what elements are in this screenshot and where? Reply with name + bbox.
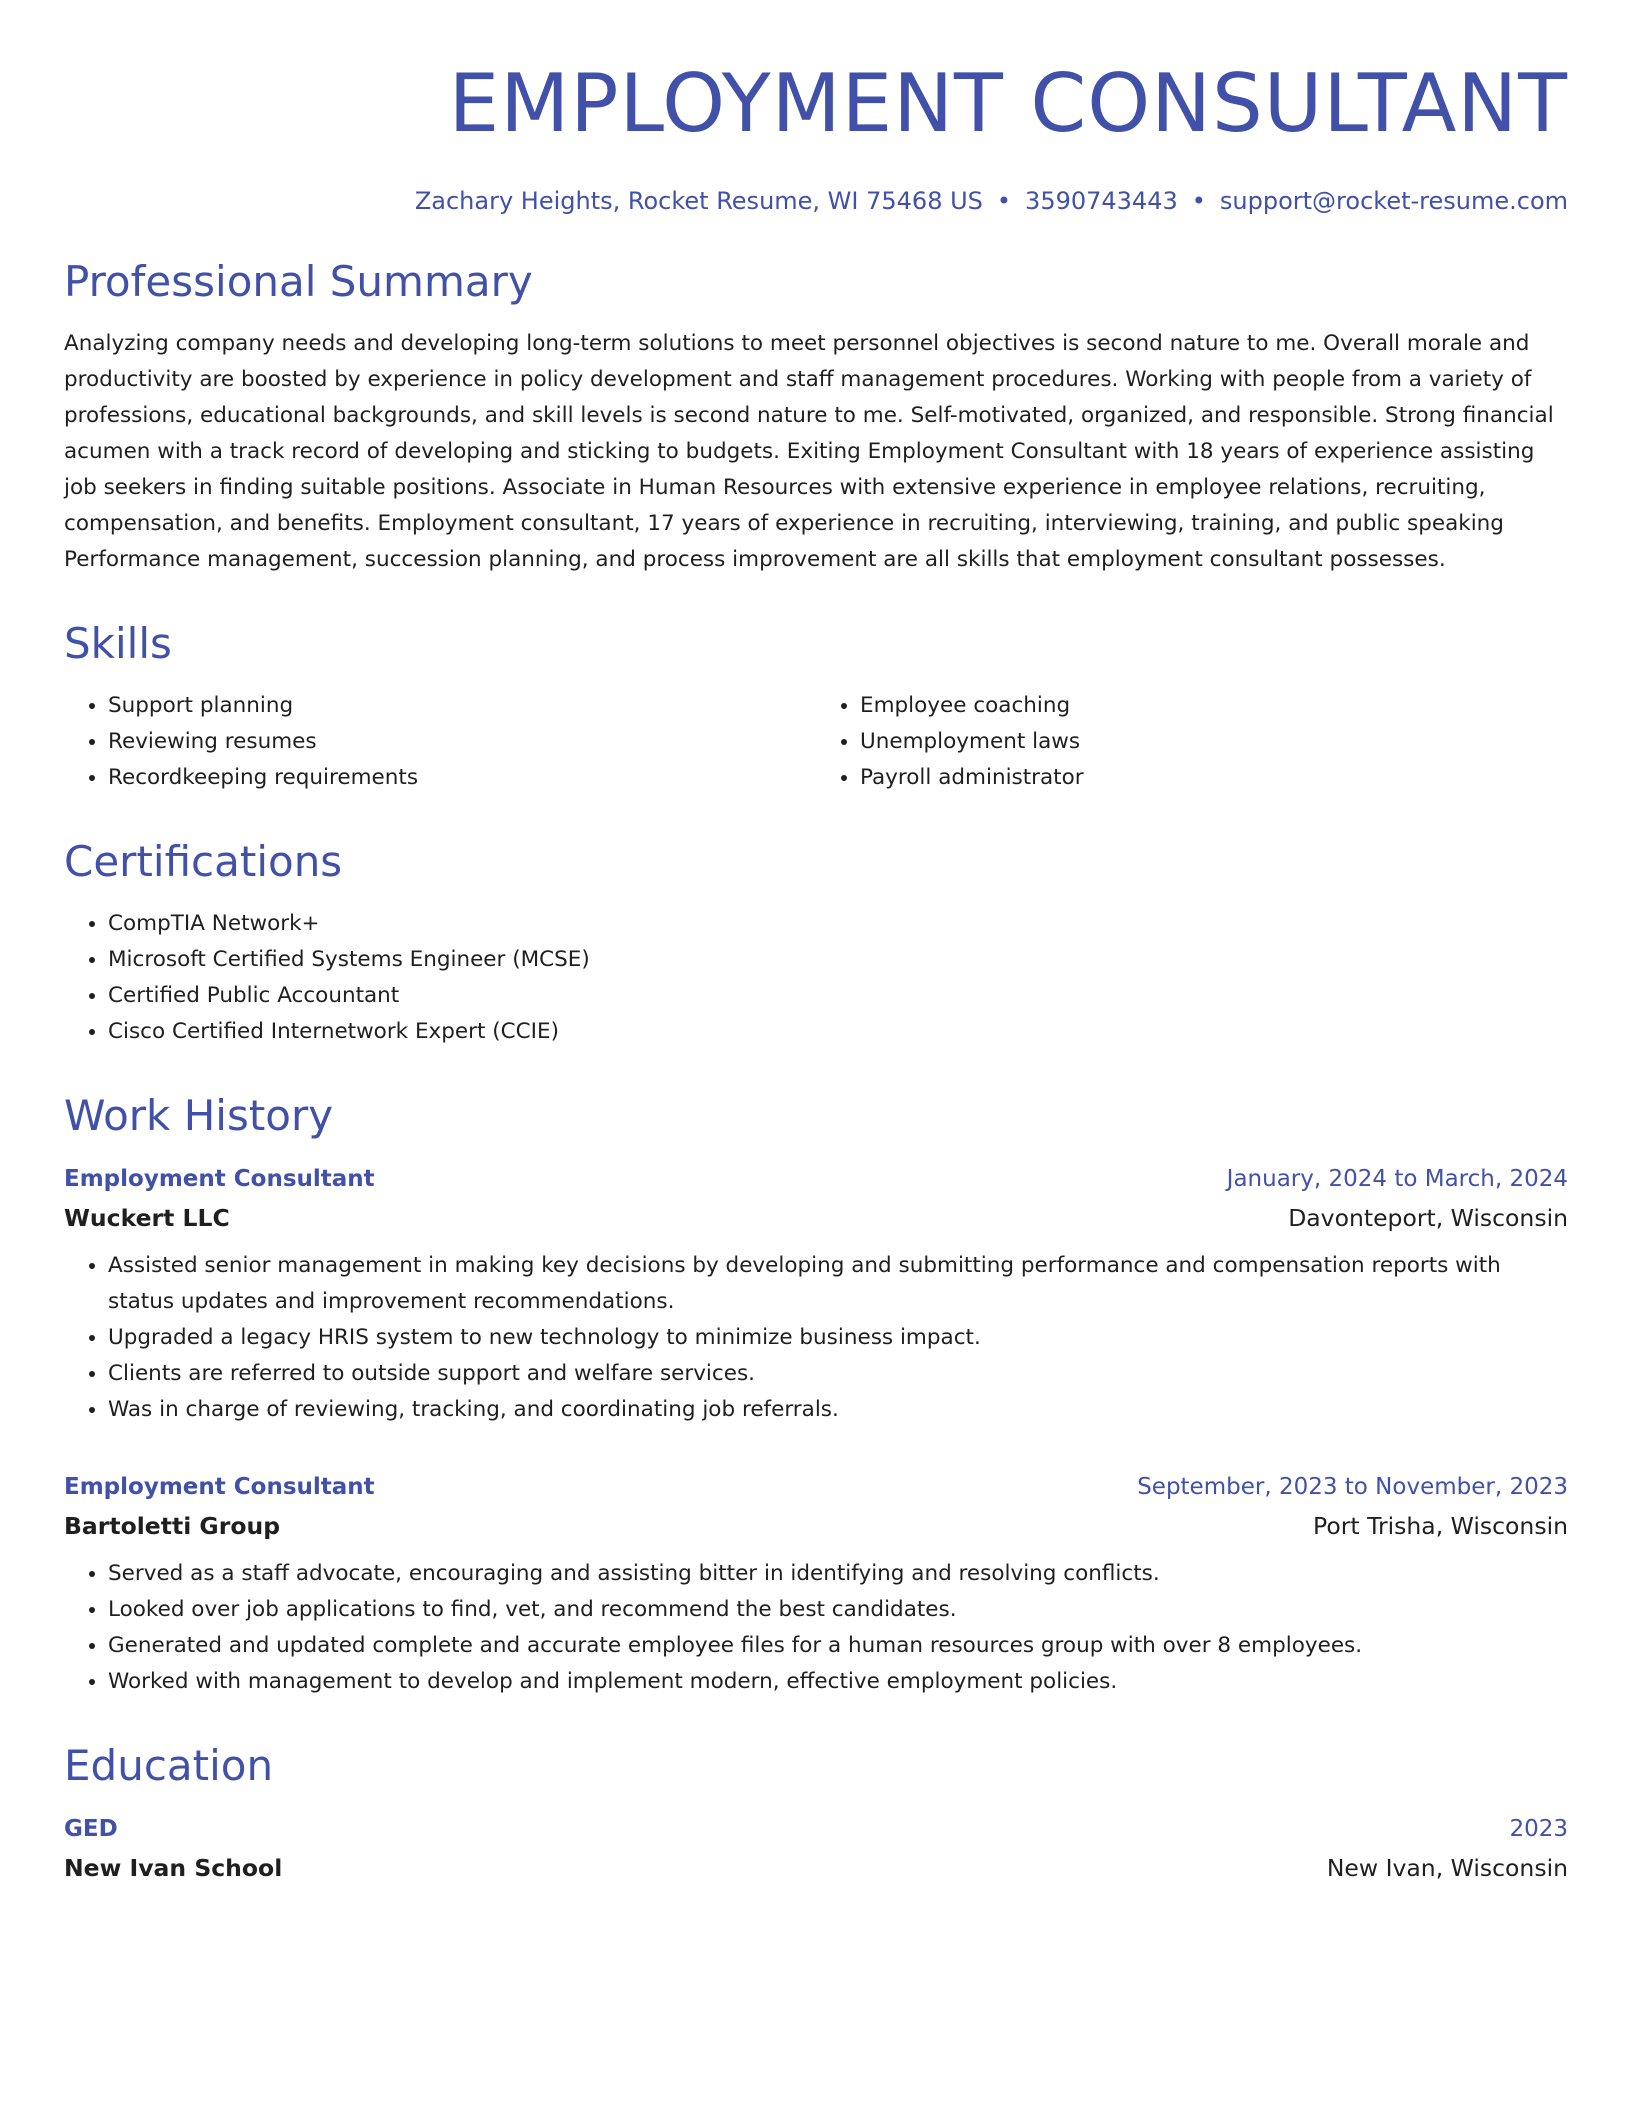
job-duty: • Clients are referred to outside support and welfare services. bbox=[108, 1356, 1568, 1392]
job-duty: • Served as a staff advocate, encouraging and assisting bitter in identifying and resolving conflicts. bbox=[108, 1556, 1568, 1592]
skill-item: • Support planning bbox=[108, 688, 816, 724]
skills-column-right bbox=[816, 688, 1568, 796]
job-employer-row bbox=[64, 1198, 1568, 1238]
job-entry bbox=[64, 1468, 1568, 1700]
certification-item: • CompTIA Network+ bbox=[108, 906, 1568, 942]
job-duty: • Looked over job applications to find, vet, and recommend the best candidates. bbox=[108, 1592, 1568, 1628]
graduation-year: 2023 bbox=[1509, 1816, 1568, 1842]
job-title: Employment Consultant bbox=[64, 1474, 375, 1500]
school-name: New Ivan School bbox=[64, 1854, 283, 1882]
job-location: Davonteport, Wisconsin bbox=[1288, 1204, 1568, 1232]
education-entry bbox=[64, 1810, 1568, 1888]
degree: GED bbox=[64, 1816, 118, 1842]
certification-item: • Microsoft Certified Systems Engineer (MCSE) bbox=[108, 942, 1568, 978]
contact-line bbox=[64, 186, 1568, 216]
contact-separator: • bbox=[996, 187, 1012, 215]
skills-grid bbox=[64, 688, 1568, 796]
address: Zachary Heights, Rocket Resume, WI 75468 US bbox=[414, 187, 983, 215]
job-duty: • Assisted senior management in making key decisions by developing and submitting performance and compensation reports with status updates and improvement recommendations. bbox=[108, 1248, 1568, 1320]
education-header-row bbox=[64, 1810, 1568, 1848]
job-duties-list bbox=[64, 1556, 1568, 1700]
certification-item: • Certified Public Accountant bbox=[108, 978, 1568, 1014]
summary-section bbox=[64, 256, 1568, 578]
skill-item: • Unemployment laws bbox=[860, 724, 1568, 760]
skills-section bbox=[64, 618, 1568, 796]
job-location: Port Trisha, Wisconsin bbox=[1313, 1512, 1568, 1540]
education-school-row bbox=[64, 1848, 1568, 1888]
phone: 3590743443 bbox=[1025, 187, 1178, 215]
skill-item: • Reviewing resumes bbox=[108, 724, 816, 760]
email: support@rocket-resume.com bbox=[1219, 187, 1568, 215]
summary-text: Analyzing company needs and developing long-term solutions to meet personnel objectives is second nature to me. Overall morale and productivity are boosted by experience in policy development and staff management procedures. Working with people from a variety of professions, educational backgrounds, and skill levels is second nature to me. Self-motivated, organized, and responsible. Strong financial acumen with a track record of developing and sticking to budgets. Exiting Employment Consultant with 18 years of experience assisting job seekers in finding suitable positions. Associate in Human Resources with extensive experience in employee relations, recruiting, compensation, and benefits. Employment consultant, 17 years of experience in recruiting, interviewing, training, and public speaking Performance management, succession planning, and process improvement are all skills that employment consultant possesses. bbox=[64, 331, 1554, 572]
job-header-row bbox=[64, 1160, 1568, 1198]
job-dates: January, 2024 to March, 2024 bbox=[1226, 1166, 1568, 1192]
section-title-education: Education bbox=[64, 1741, 274, 1790]
education-section bbox=[64, 1740, 1568, 1888]
skills-column-left bbox=[64, 688, 816, 796]
employer-name: Wuckert LLC bbox=[64, 1204, 230, 1232]
certifications-list bbox=[64, 906, 1568, 1050]
skill-item: • Recordkeeping requirements bbox=[108, 760, 816, 796]
contact-separator: • bbox=[1191, 187, 1206, 215]
section-title-work-history: Work History bbox=[64, 1091, 334, 1140]
job-entry bbox=[64, 1160, 1568, 1428]
job-duty: • Was in charge of reviewing, tracking, and coordinating job referrals. bbox=[108, 1392, 1568, 1428]
job-employer-row bbox=[64, 1506, 1568, 1546]
job-title: Employment Consultant bbox=[64, 1166, 375, 1192]
job-duty: • Worked with management to develop and implement modern, effective employment policies. bbox=[108, 1664, 1568, 1700]
work-history-section bbox=[64, 1090, 1568, 1700]
section-title-certifications: Certifications bbox=[64, 837, 343, 886]
section-title-skills: Skills bbox=[64, 619, 172, 668]
employer-name: Bartoletti Group bbox=[64, 1512, 281, 1540]
certification-item: • Cisco Certified Internetwork Expert (CCIE) bbox=[108, 1014, 1568, 1050]
skill-item: • Employee coaching bbox=[860, 688, 1568, 724]
job-dates: September, 2023 to November, 2023 bbox=[1137, 1474, 1568, 1500]
certifications-section bbox=[64, 836, 1568, 1050]
resume-header bbox=[64, 56, 1568, 216]
job-duties-list bbox=[64, 1248, 1568, 1428]
job-duty: • Upgraded a legacy HRIS system to new technology to minimize business impact. bbox=[108, 1320, 1568, 1356]
skill-item: • Payroll administrator bbox=[860, 760, 1568, 796]
section-title-summary: Professional Summary bbox=[64, 257, 533, 306]
school-location: New Ivan, Wisconsin bbox=[1326, 1854, 1568, 1882]
candidate-name: EMPLOYMENT CONSULTANT bbox=[448, 57, 1568, 150]
job-duty: • Generated and updated complete and accurate employee files for a human resources group with over 8 employees. bbox=[108, 1628, 1568, 1664]
job-header-row bbox=[64, 1468, 1568, 1506]
